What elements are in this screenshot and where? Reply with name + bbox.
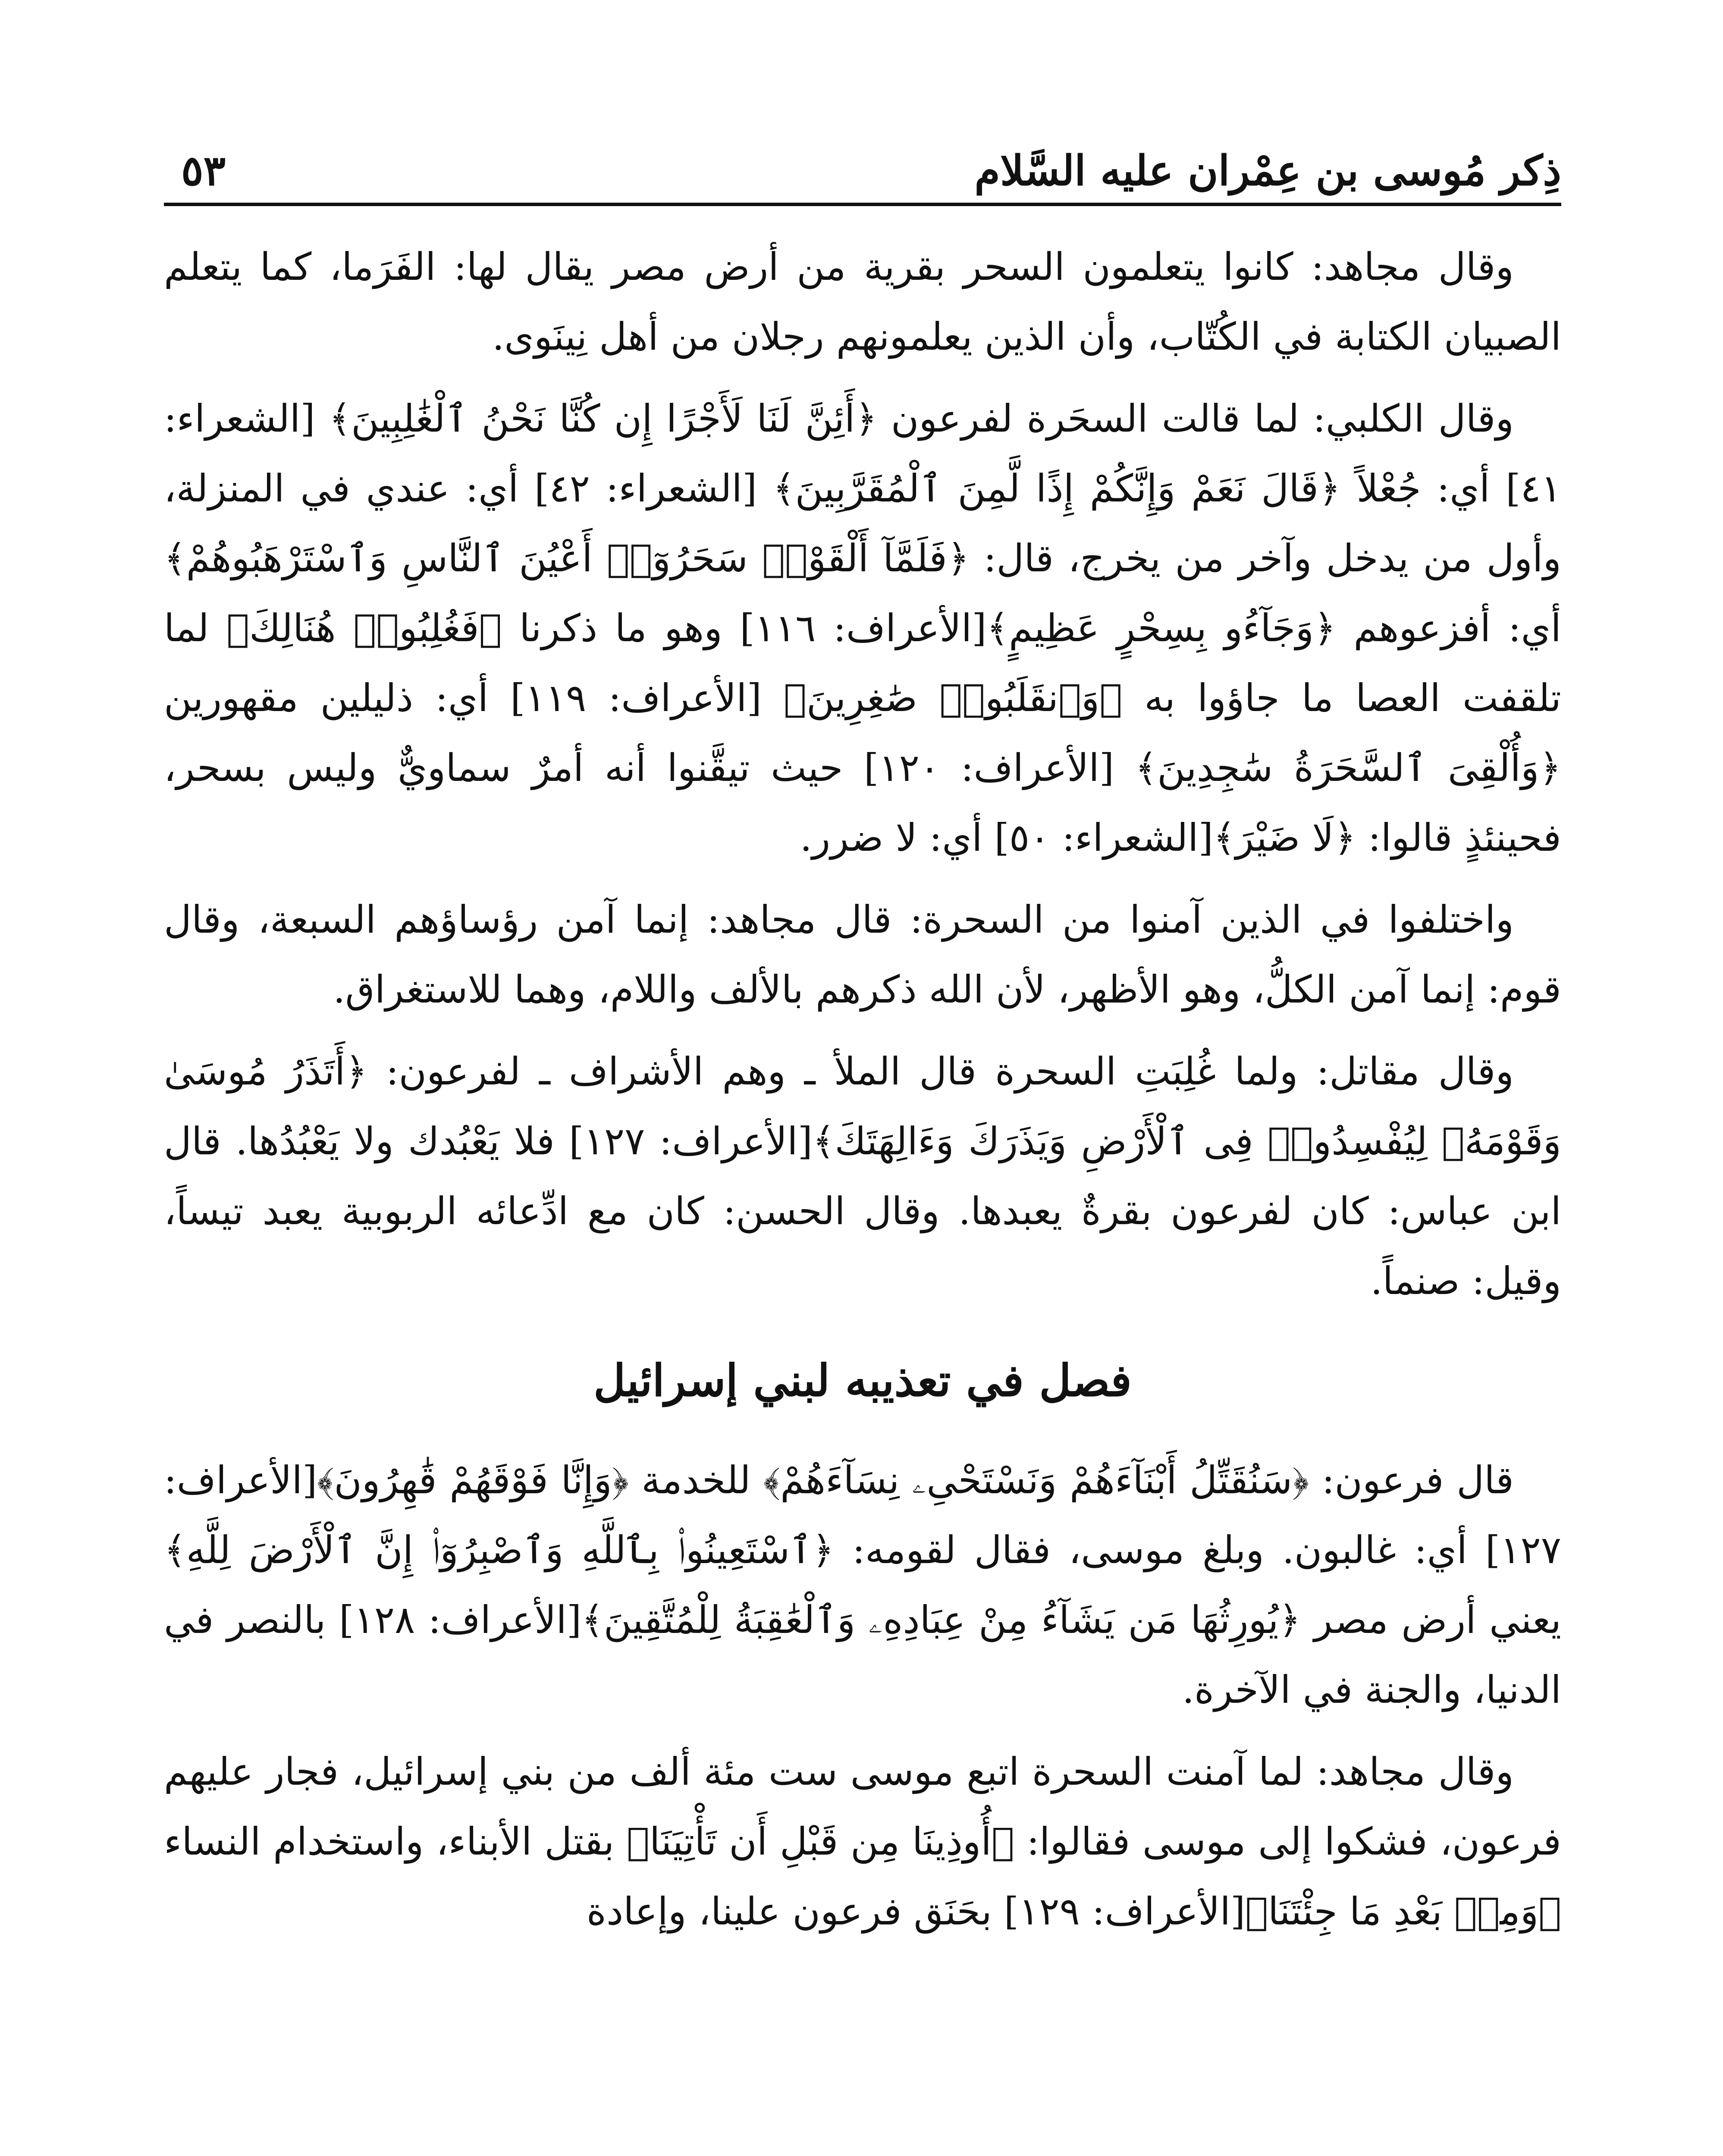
paragraph-muqatil: وقال مقاتل: ولما غُلِبَتِ السحرة قال الملأ ـ وهم الأشراف ـ لفرعون: ﴿أَتَذَرُ مُوسَىٰ وَقَوْمَهُۥ لِيُفْسِدُوا۟ فِى ٱلْأَرْضِ وَيَذَرَكَ وَءَالِهَتَكَ﴾[الأعراف: ١٢٧] فلا يَعْبُدك ولا يَعْبُدُها. قال ابن عباس: كان لفرعون بقرةٌ يعبدها. وقال الحسن: كان مع ادِّعائه الربوبية يعبد تيساً، وقيل: صنماً. [164,1049,1562,1303]
page-body [164,232,1561,1946]
chapter-title: ذِكر مُوسى بن عِمْران عليه السَّلام [974,146,1561,195]
paragraph-kalbi: وقال الكلبي: لما قالت السحَرة لفرعون ﴿أَئِنَّ لَنَا لَأَجْرًا إِن كُنَّا نَحْنُ ٱلْغَٰلِبِينَ﴾ [الشعراء: ٤١] أي: جُعْلاً ﴿قَالَ نَعَمْ وَإِنَّكُمْ إِذًا لَّمِنَ ٱلْمُقَرَّبِينَ﴾ [الشعراء: ٤٢] أي: عندي في المنزلة، وأول من يدخل وآخر من يخرج، قال: ﴿فَلَمَّآ أَلْقَوْا۟ سَحَرُوٓا۟ أَعْيُنَ ٱلنَّاسِ وَٱسْتَرْهَبُوهُمْ﴾ أي: أفزعوهم ﴿وَجَآءُو بِسِحْرٍ عَظِيمٍ﴾[الأعراف: ١١٦] وهو ما ذكرنا ﴿فَغُلِبُوا۟ هُنَالِكَ﴾ لما تلقفت العصا ما جاؤوا به ﴿وَٱنقَلَبُوا۟ صَٰغِرِينَ﴾ [الأعراف: ١١٩] أي: ذليلين مقهورين ﴿وَأُلْقِىَ ٱلسَّحَرَةُ سَٰجِدِينَ﴾ [الأعراف: ١٢٠] حيث تيقَّنوا أنه أمرٌ سماويٌّ وليس بسحر، فحينئذٍ قالوا: ﴿لَا ضَيْرَ﴾[الشعراء: ٥٠] أي: لا ضرر. [164,396,1562,860]
book-page [164,129,1561,2156]
paragraph-mujahid-followers: وقال مجاهد: لما آمنت السحرة اتبع موسى ست مئة ألف من بني إسرائيل، فجار عليهم فرعون، فشكوا إلى موسى فقالوا: ﴿أُوذِينَا مِن قَبْلِ أَن تَأْتِيَنَا﴾ بقتل الأبناء، واستخدام النساء ﴿وَمِنۢ بَعْدِ مَا جِئْتَنَا﴾[الأعراف: ١٢٩] بحَنَق فرعون علينا، وإعادة [164,1749,1561,1934]
page-number: ٥٣ [181,146,226,195]
paragraph-pharaoh-said: قال فرعون: ﴿سَنُقَتِّلُ أَبْنَآءَهُمْ وَنَسْتَحْىِۦ نِسَآءَهُمْ﴾ للخدمة ﴿وَإِنَّا فَوْقَهُمْ قَٰهِرُونَ﴾[الأعراف: ١٢٧] أي: غالبون. وبلغ موسى، فقال لقومه: ﴿ٱسْتَعِينُوا۟ بِٱللَّهِ وَٱصْبِرُوٓا۟ إِنَّ ٱلْأَرْضَ لِلَّهِ﴾ يعني أرض مصر ﴿يُورِثُهَا مَن يَشَآءُ مِنْ عِبَادِهِۦ وَٱلْعَٰقِبَةُ لِلْمُتَّقِينَ﴾[الأعراف: ١٢٨] بالنصر في الدنيا، والجنة في الآخرة. [164,1458,1561,1712]
paragraph-disagreement: واختلفوا في الذين آمنوا من السحرة: قال مجاهد: إنما آمن رؤساؤهم السبعة، وقال قوم: إنما آمن الكلُّ، وهو الأظهر، لأن الله ذكرهم بالألف واللام، وهما للاستغراق. [164,897,1561,1012]
running-header [164,129,1561,206]
paragraph-mujahid-magic: وقال مجاهد: كانوا يتعلمون السحر بقرية من أرض مصر يقال لها: الفَرَما، كما يتعلم الصبيان الكتابة في الكُتّاب، وأن الذين يعلمونهم رجلان من أهل نِينَوى. [164,244,1561,359]
section-heading: فصل في تعذيبه لبني إسرائيل [593,1355,1132,1407]
